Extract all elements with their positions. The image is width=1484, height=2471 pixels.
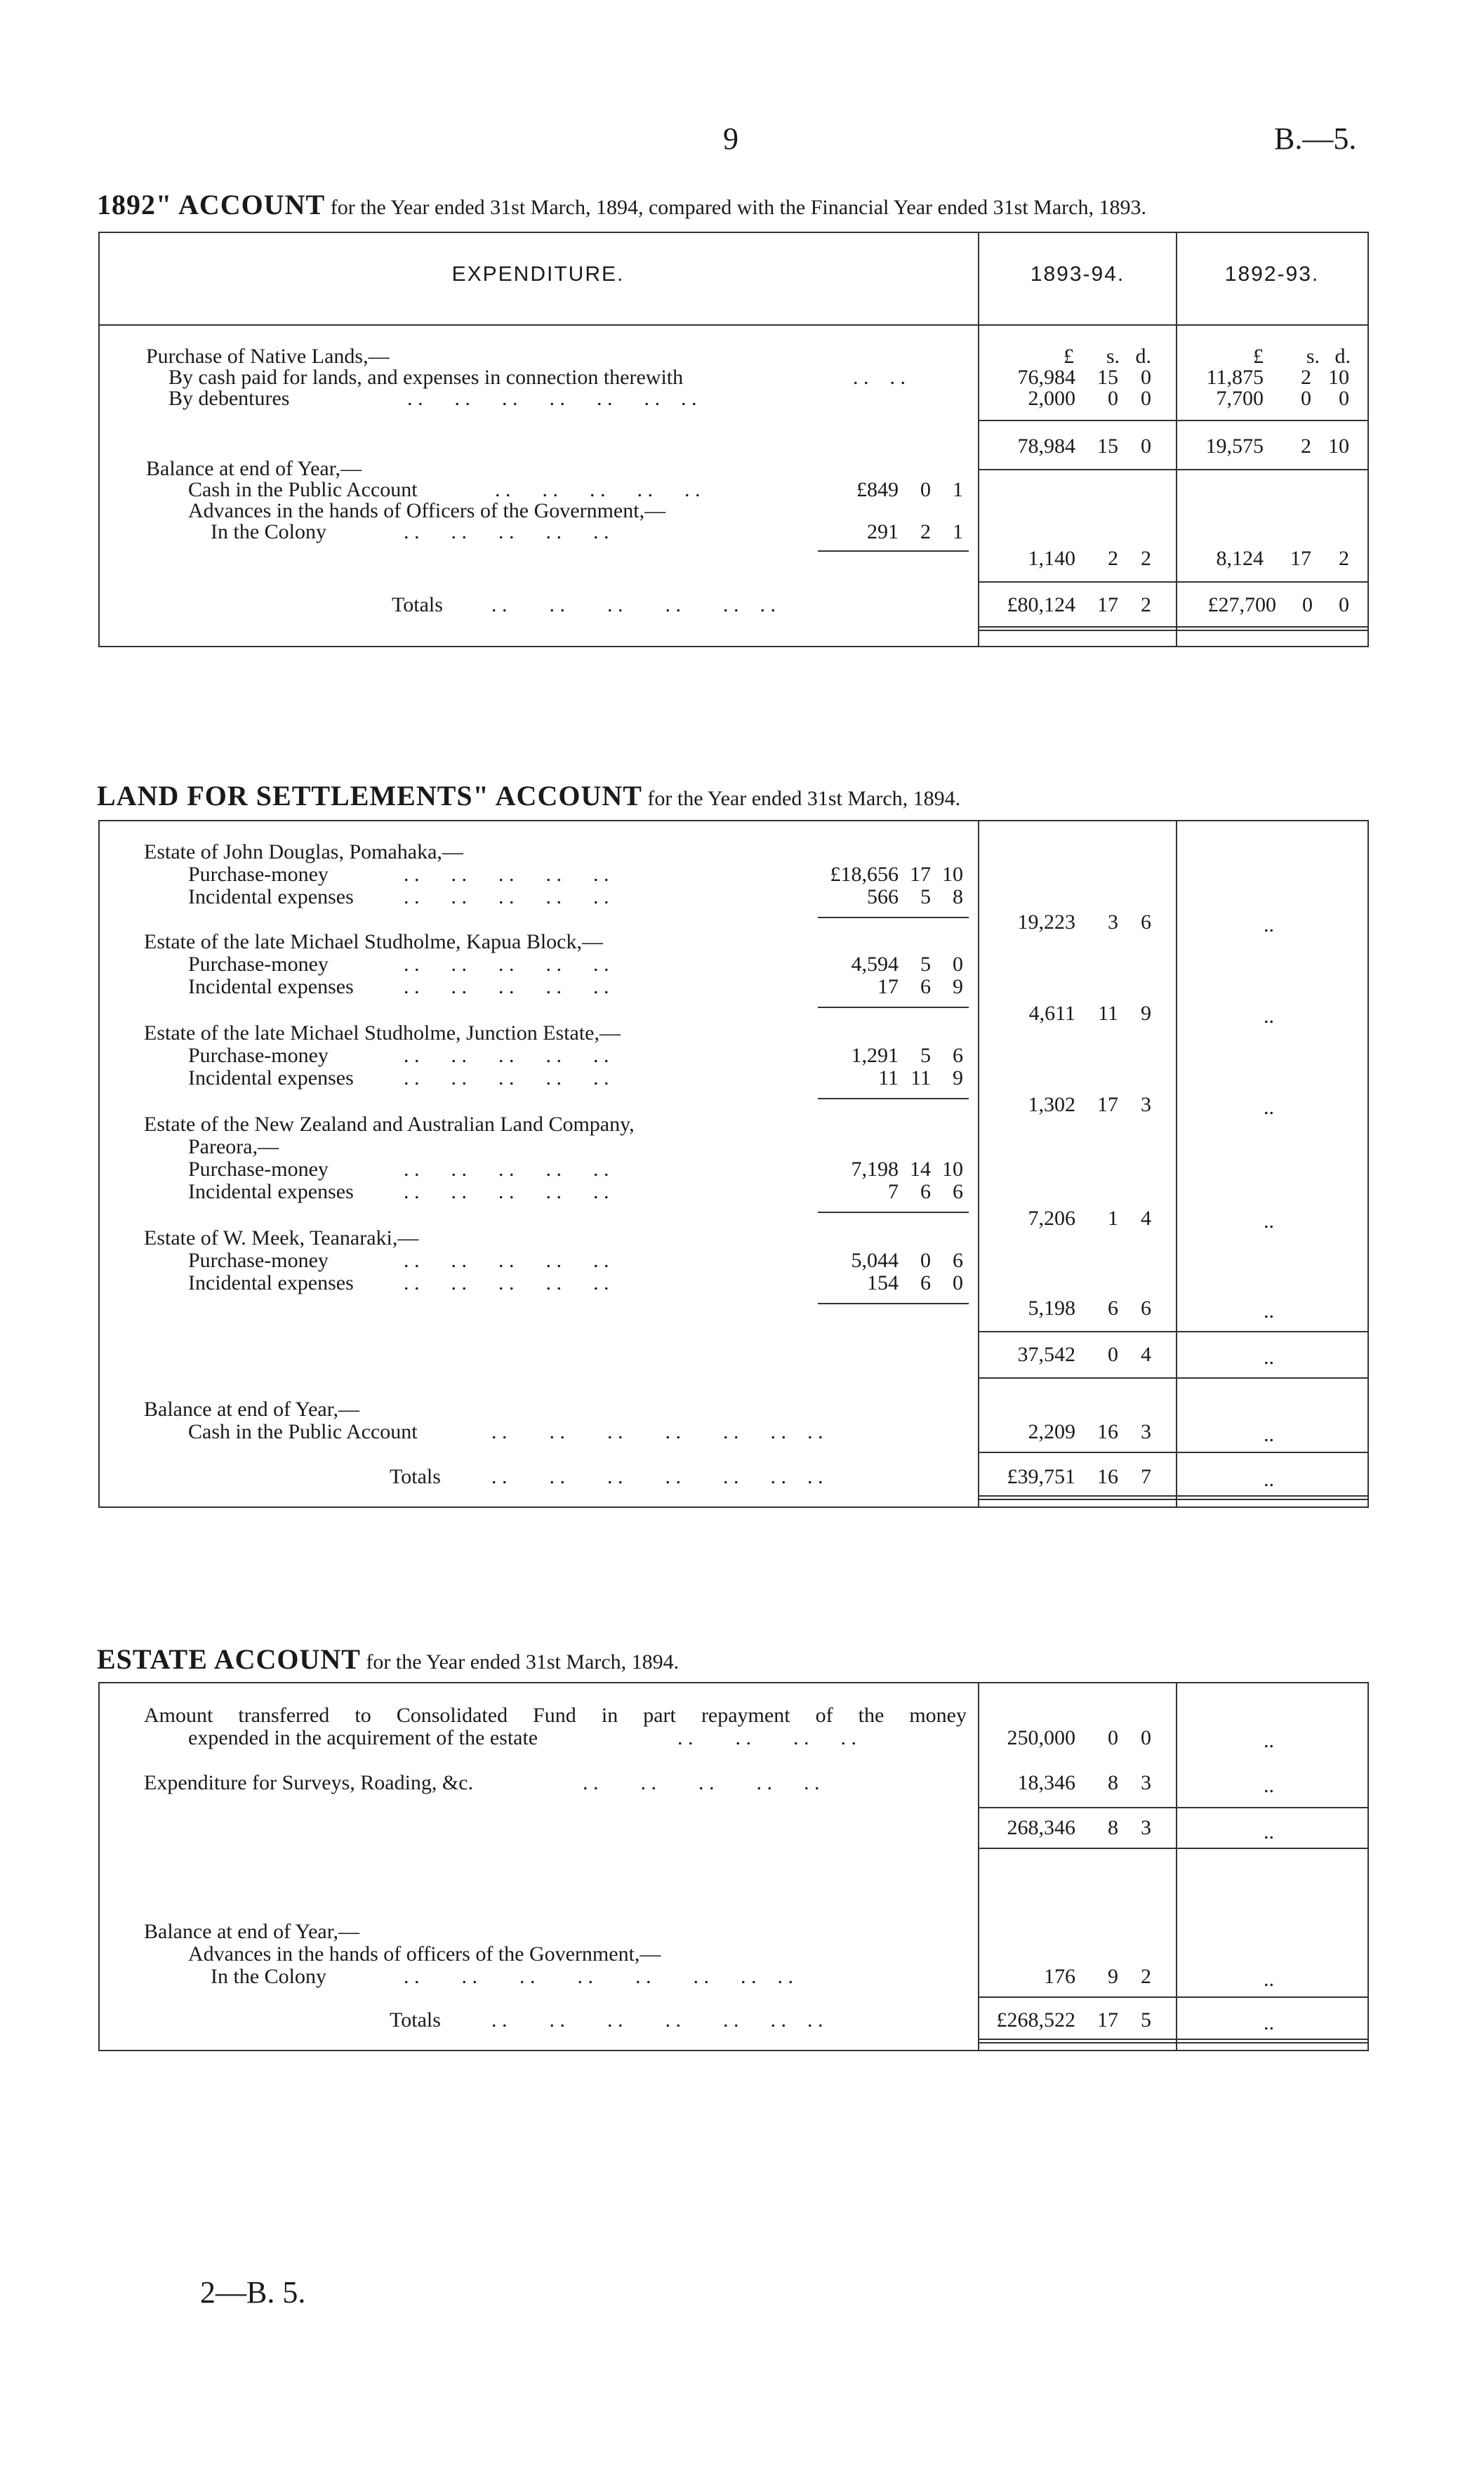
cash-paid-label: By cash paid for lands, and expenses in connection therewith: [168, 366, 684, 389]
header-year1: 1893-94.: [1030, 263, 1125, 286]
balance-heading: Balance at end of Year,—: [146, 457, 362, 480]
section2-title: LAND FOR SETTLEMENTS" ACCOUNT for the Year ended 31st March, 1894.: [97, 780, 961, 811]
section1-title: 1892" ACCOUNT for the Year ended 31st March, 1894, compared with the Financial Year ended 31st March, 1893.: [97, 189, 1146, 220]
section1-table: [98, 232, 1369, 647]
purchase-heading: Purchase of Native Lands,—: [146, 345, 390, 368]
header-year2: 1892-93.: [1224, 263, 1320, 286]
totals-label: Totals: [392, 593, 443, 616]
section3-title: ESTATE ACCOUNT for the Year ended 31st March, 1894.: [97, 1643, 680, 1675]
page-footer: 2—B. 5.: [200, 2275, 306, 2310]
page-number: 9: [723, 121, 738, 156]
page-code: B.—5.: [1274, 121, 1357, 156]
debentures-label: By debentures: [168, 387, 290, 410]
header-expenditure: EXPENDITURE.: [451, 263, 625, 286]
